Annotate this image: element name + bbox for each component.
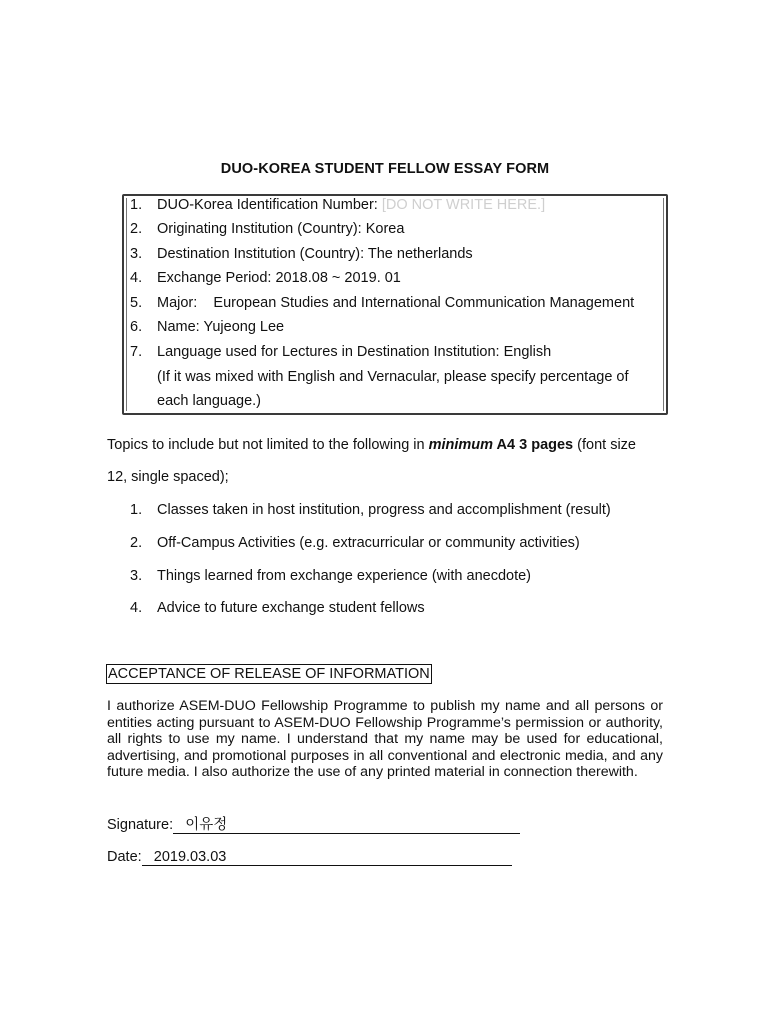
date-line: Date: 2019.03.03 [107, 849, 512, 866]
topic-item: 3. Things learned from exchange experience (with anecdote) [130, 568, 531, 584]
info-item-destination: 3. Destination Institution (Country): The netherlands [130, 246, 473, 262]
topics-intro-line-2: 12, single spaced); [107, 469, 229, 485]
info-note-line-1: (If it was mixed with English and Vernacular, please specify percentage of [157, 369, 629, 385]
authorization-paragraph: I authorize ASEM-DUO Fellowship Programme to publish my name and all persons or entities acting pursuant to ASEM-DUO Fellowship Programme’s permission or authority, all rights to use my name. I understand that my name may be used for educational, advertising, and promotional purposes in all conventional and electronic media, and any future media. I also authorize the use of any printed material in connection therewith. [107, 698, 663, 781]
info-item-origin: 2. Originating Institution (Country): Korea [130, 221, 405, 237]
signature-line: Signature: 이유정 [107, 817, 520, 834]
date-field[interactable]: 2019.03.03 [142, 850, 512, 866]
form-title: DUO-KOREA STUDENT FELLOW ESSAY FORM [220, 161, 550, 177]
info-item-period: 4. Exchange Period: 2018.08 ~ 2019. 01 [130, 270, 401, 286]
info-note-line-2: each language.) [157, 393, 261, 409]
info-item-name: 6. Name: Yujeong Lee [130, 319, 285, 335]
info-item-major: 5. Major: European Studies and International Communication Management [130, 295, 635, 311]
signature-field[interactable]: 이유정 [173, 818, 520, 834]
topic-item: 2. Off-Campus Activities (e.g. extracurricular or community activities) [130, 535, 580, 551]
topics-intro: Topics to include but not limited to the following in minimum A4 3 pages (font size [107, 437, 636, 453]
topic-item: 4. Advice to future exchange student fellows [130, 600, 425, 616]
info-item-language: 7. Language used for Lectures in Destination Institution: English [130, 344, 552, 360]
acceptance-heading: ACCEPTANCE OF RELEASE OF INFORMATION [108, 666, 430, 682]
id-placeholder[interactable]: [DO NOT WRITE HERE.] [381, 197, 546, 213]
info-item-id: 1. DUO-Korea Identification Number: [DO NOT WRITE HERE.] [130, 197, 546, 213]
topic-item: 1. Classes taken in host institution, progress and accomplishment (result) [130, 502, 611, 518]
